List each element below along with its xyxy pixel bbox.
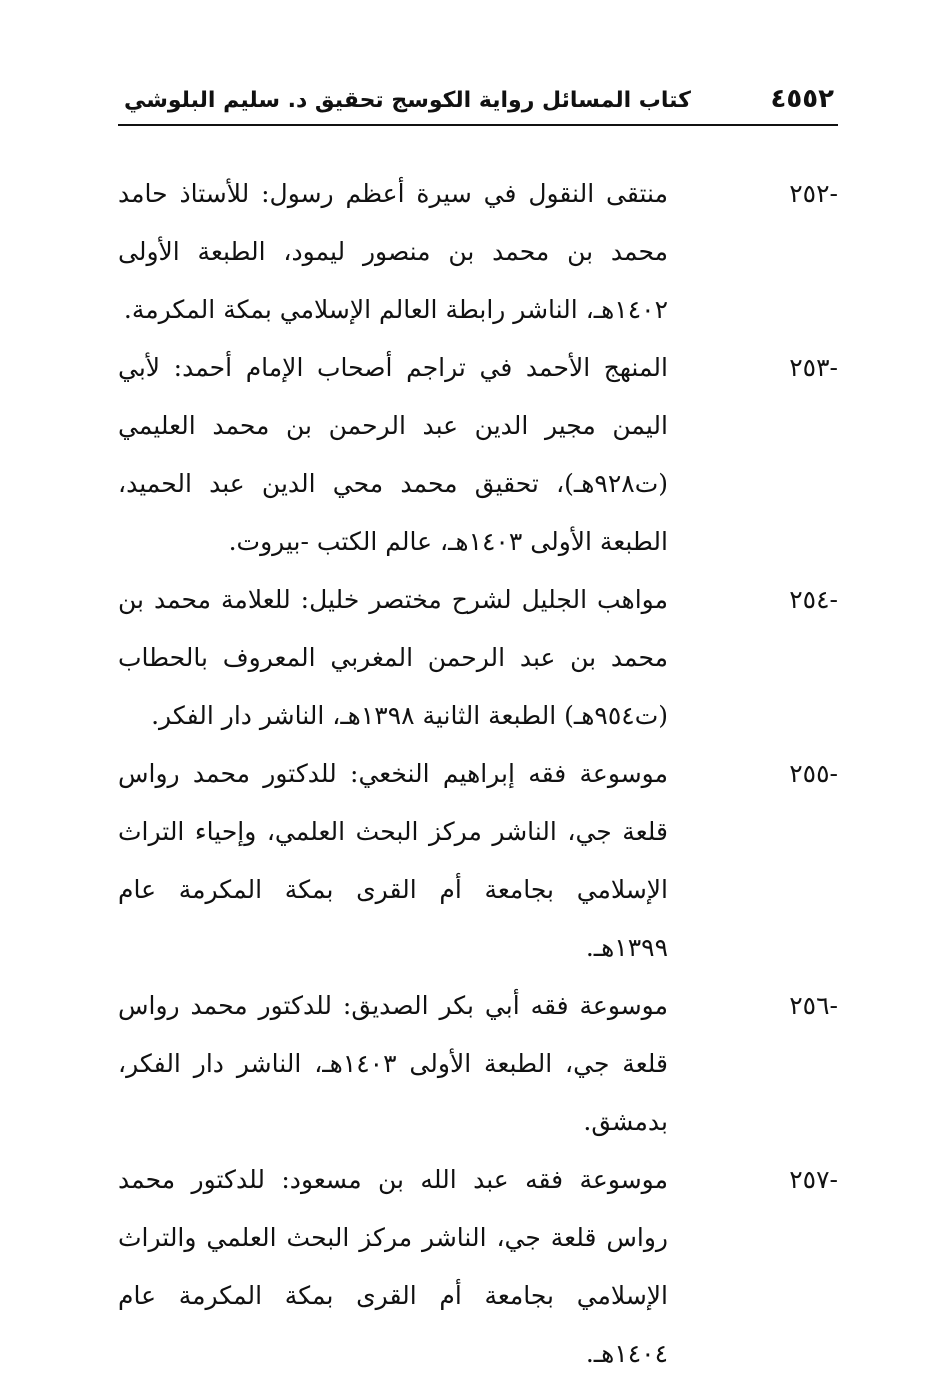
entry-number: -٢٥٣ — [789, 353, 838, 382]
bibliography-entry — [118, 745, 838, 977]
entry-text: موسوعة فقه أبي بكر الصديق: للدكتور محمد رواس قلعة جي، الطبعة الأولى ١٤٠٣هـ، الناشر دار الفكر، بدمشق. — [118, 991, 668, 1136]
entry-text: المنهج الأحمد في تراجم أصحاب الإمام أحمد: لأبي اليمن مجير الدين عبد الرحمن بن محمد العليمي (ت٩٢٨هـ)، تحقيق محمد محي الدين عبد الحميد، الطبعة الأولى ١٤٠٣هـ، عالم الكتب -بيروت. — [118, 353, 668, 556]
entry-text: منتقى النقول في سيرة أعظم رسول: للأستاذ حامد محمد بن محمد بن منصور ليمود، الطبعة الأولى ١٤٠٢هـ، الناشر رابطة العالم الإسلامي بمكة المكرمة. — [118, 179, 668, 324]
bibliography-entry — [118, 339, 838, 571]
page-header — [118, 78, 838, 126]
entry-number: -٢٥٦ — [789, 991, 838, 1020]
bibliography-list — [118, 165, 838, 1383]
running-title: كتاب المسائل رواية الكوسج تحقيق د. سليم البلوشي — [124, 88, 691, 113]
entry-number: -٢٥٤ — [789, 585, 838, 614]
entry-number: -٢٥٥ — [789, 759, 838, 788]
entry-text: مواهب الجليل لشرح مختصر خليل: للعلامة محمد بن محمد بن عبد الرحمن المغربي المعروف بالحطاب (ت٩٥٤هـ) الطبعة الثانية ١٣٩٨هـ، الناشر دار الفكر. — [118, 585, 668, 730]
bibliography-entry — [118, 1151, 838, 1383]
entry-text: موسوعة فقه إبراهيم النخعي: للدكتور محمد رواس قلعة جي، الناشر مركز البحث العلمي، وإحياء التراث الإسلامي بجامعة أم القرى بمكة المكرمة عام ١٣٩٩هـ. — [118, 759, 668, 962]
entry-number: -٢٥٢ — [789, 179, 838, 208]
bibliography-entry — [118, 977, 838, 1151]
bibliography-entry — [118, 165, 838, 339]
page-number: ٤٥٥٢ — [770, 84, 834, 114]
entry-text: موسوعة فقه عبد الله بن مسعود: للدكتور محمد رواس قلعة جي، الناشر مركز البحث العلمي والتراث الإسلامي بجامعة أم القرى بمكة المكرمة عام ١٤٠٤هـ. — [118, 1165, 668, 1368]
entry-number: -٢٥٧ — [789, 1165, 838, 1194]
bibliography-entry — [118, 571, 838, 745]
